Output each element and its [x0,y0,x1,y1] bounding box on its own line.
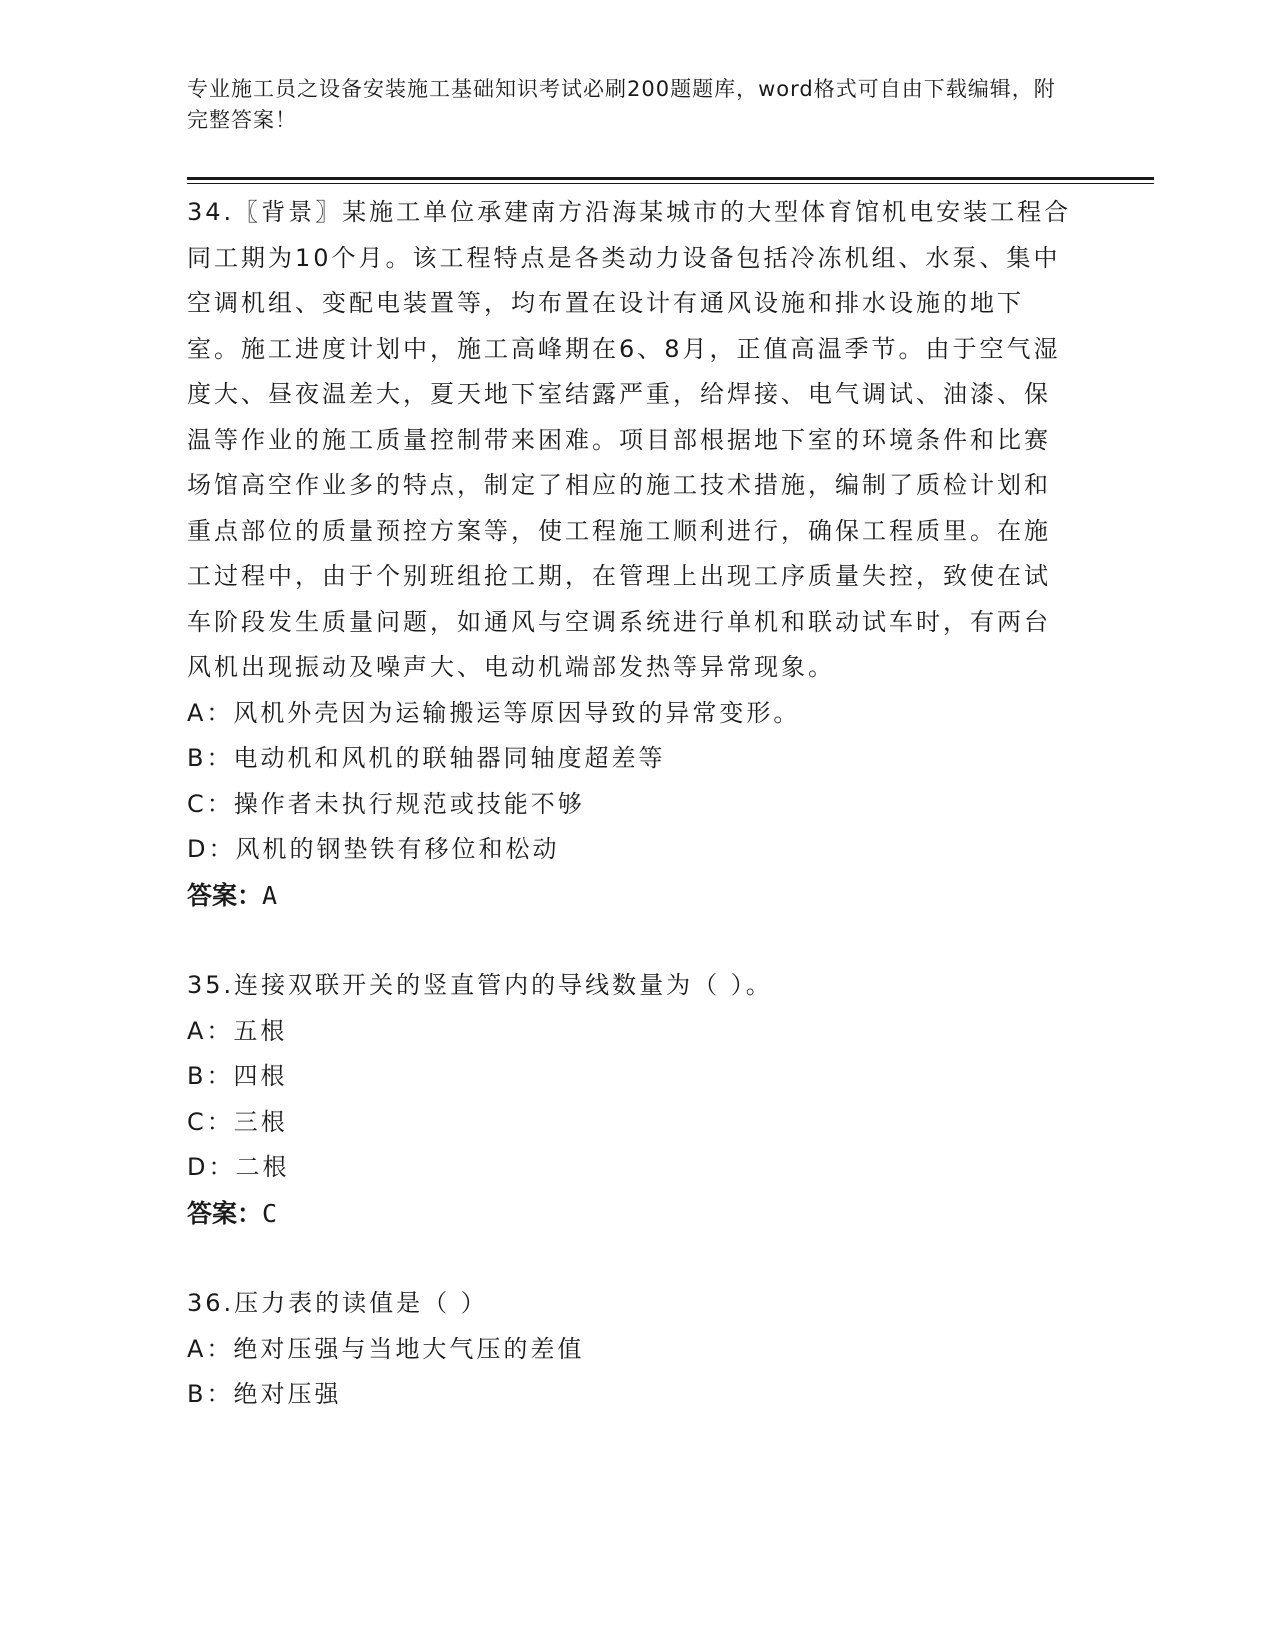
option-b: B：绝对压强 [187,1380,342,1408]
document-header [187,74,1067,136]
answer-value: A [262,880,278,910]
answer-line [187,1191,1077,1237]
question-35 [187,963,1077,1236]
header-title: 专业施工员之设备安装施工基础知识考试必刷200题题库，word格式可自由下载编辑，附完整答案！ [187,77,1056,132]
answer-label: 答案： [187,1198,263,1228]
header-rule-thick [187,177,1154,180]
question-stem: 34.〖背景〗某施工单位承建南方沿海某城市的大型体育馆机电安装工程合同工期为10个月。该工程特点是各类动力设备包括冷冻机组、水泵、集中空调机组、变配电装置等，均布置在设计有通风设施和排水设施的地下室。施工进度计划中，施工高峰期在6、8月，正值高温季节。由于空气湿度大、昼夜温差大，夏天地下室结露严重，给焊接、电气调试、油漆、保温等作业的施工质量控制带来困难。项目部根据地下室的环境条件和比赛场馆高空作业多的特点，制定了相应的施工技术措施，编制了质检计划和重点部位的质量预控方案等，使工程施工顺利进行，确保工程质里。在施工过程中，由于个别班组抢工期，在管理上出现工序质量失控，致使在试车阶段发生质量问题，如通风与空调系统进行单机和联动试车时，有两台风机出现振动及噪声大、电动机端部发热等异常现象。 [187,198,1072,681]
option-c: C：三根 [187,1107,288,1136]
answer-label: 答案： [187,880,263,910]
answer-line [187,873,1077,919]
answer-value: C [262,1198,278,1228]
question-stem: 36.压力表的读值是（ ） [187,1289,488,1317]
option-d: D：风机的钢垫铁有移位和松动 [187,835,560,863]
question-list [187,190,1077,1418]
option-b: B：四根 [187,1062,288,1090]
option-a: A：五根 [187,1016,288,1045]
option-a: A：风机外壳因为运输搬运等原因导致的异常变形。 [187,698,801,727]
option-b: B：电动机和风机的联轴器同轴度超差等 [187,744,666,772]
question-stem: 35.连接双联开关的竖直管内的导线数量为（ ）。 [187,971,773,999]
option-d: D：二根 [187,1153,290,1181]
question-spacer [187,918,1077,963]
question-34 [187,190,1077,918]
option-c: C：操作者未执行规范或技能不够 [187,789,585,818]
option-a: A：绝对压强与当地大气压的差值 [187,1334,585,1363]
question-36 [187,1281,1077,1418]
question-spacer [187,1236,1077,1281]
header-rule-thin [187,183,1154,184]
